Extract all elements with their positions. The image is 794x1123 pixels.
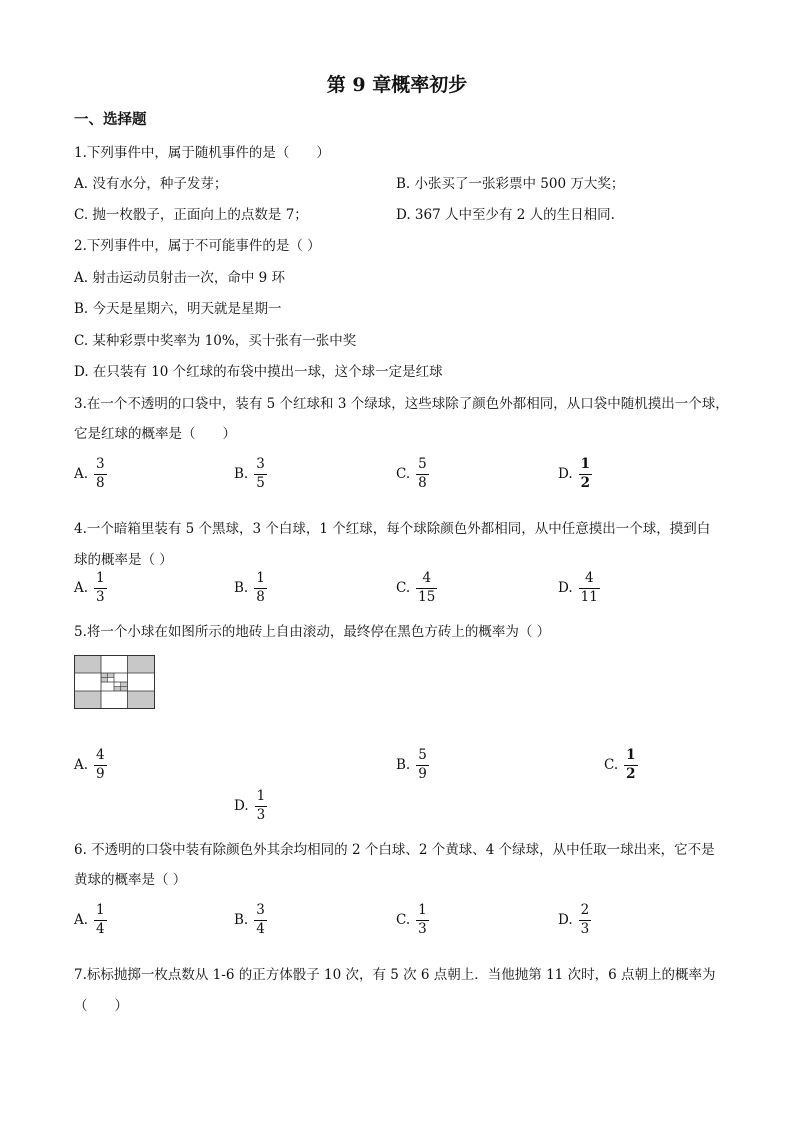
question-6-option-c <box>396 904 429 936</box>
question-5-option-b <box>396 749 429 781</box>
numerator: 4 <box>96 747 105 763</box>
question-6-option-a <box>74 904 107 936</box>
question-5-option-c <box>604 749 638 781</box>
question-1-option-d: D. 367 人中至少有 2 人的生日相同. <box>396 207 615 223</box>
question-5-option-d <box>234 790 267 822</box>
denominator: 8 <box>96 474 105 491</box>
question-4-option-a <box>74 572 107 604</box>
question-2-option-b: B. 今天是星期六，明天就是星期一 <box>74 301 282 317</box>
option-label: B. <box>234 580 249 596</box>
question-2-stem: 2.下列事件中，属于不可能事件的是（ ） <box>74 238 321 254</box>
denominator: 9 <box>418 765 427 782</box>
section-heading: 一、选择题 <box>74 111 147 128</box>
question-1-option-b: B. 小张买了一张彩票中 500 万大奖； <box>396 176 625 192</box>
fraction <box>416 904 429 936</box>
floor-tile-figure <box>74 655 155 709</box>
question-3-stem-line-1: 3.在一个不透明的口袋中，装有 5 个红球和 3 个绿球，这些球除了颜色外都相同，从口袋中随机摸出一个球， <box>74 396 729 412</box>
denominator: 3 <box>256 806 266 823</box>
denominator: 8 <box>418 474 427 491</box>
numerator: 1 <box>96 902 105 918</box>
denominator: 8 <box>256 588 265 605</box>
fraction <box>254 572 267 604</box>
option-label: C. <box>396 580 411 596</box>
dark-tile <box>75 656 102 674</box>
option-label: D. <box>558 580 573 596</box>
question-7-stem-line-2: （ ） <box>74 998 128 1014</box>
question-4-stem-line-2: 球的概率是（ ） <box>74 552 173 568</box>
question-6-stem-line-2: 黄球的概率是（ ） <box>74 872 187 888</box>
numerator: 2 <box>580 902 590 918</box>
fraction <box>255 790 268 822</box>
option-label: D. <box>558 912 573 928</box>
question-4-option-c <box>396 572 437 604</box>
option-label: A. <box>74 466 89 482</box>
denominator: 15 <box>418 588 436 605</box>
question-3-option-a <box>74 458 107 490</box>
fraction <box>94 904 107 936</box>
fraction <box>94 572 107 604</box>
option-label: D. <box>558 466 573 482</box>
fraction <box>579 458 592 490</box>
denominator: 4 <box>256 920 265 937</box>
question-1-stem: 1.下列事件中，属于随机事件的是（ ） <box>74 145 330 161</box>
fraction <box>416 572 437 604</box>
denominator: 9 <box>96 765 105 782</box>
denominator: 4 <box>96 920 105 937</box>
option-label: C. <box>396 912 411 928</box>
numerator: 1 <box>580 456 591 472</box>
question-6-stem-line-1: 6. 不透明的口袋中装有除颜色外其余均相同的 2 个白球、2 个黄球、4 个绿球，从中任取一球出来，它不是 <box>74 842 715 858</box>
denominator: 2 <box>626 765 636 782</box>
denominator: 5 <box>256 474 265 491</box>
question-3-stem-line-2: 它是红球的概率是（ ） <box>74 426 236 442</box>
question-4-option-b <box>234 572 267 604</box>
question-3-option-d <box>558 458 592 490</box>
question-4-option-d <box>558 572 600 604</box>
numerator: 3 <box>256 456 265 472</box>
fraction <box>579 572 600 604</box>
fraction <box>254 458 267 490</box>
question-5-stem: 5.将一个小球在如图所示的地砖上自由滚动，最终停在黑色方砖上的概率为（ ） <box>74 624 551 640</box>
question-2-option-a: A. 射击运动员射击一次，命中 9 环 <box>74 270 286 286</box>
light-tile-tiny <box>114 682 121 687</box>
numerator: 5 <box>418 747 427 763</box>
fraction <box>416 749 429 781</box>
dark-tile <box>128 691 155 709</box>
question-5-option-a <box>74 749 107 781</box>
page-title: 第 9 章概率初步 <box>326 74 468 96</box>
numerator: 3 <box>96 456 105 472</box>
option-label: C. <box>604 757 619 773</box>
question-2-option-c: C. 某种彩票中奖率为 10%，买十张有一张中奖 <box>74 333 357 349</box>
question-6-option-b <box>234 904 267 936</box>
numerator: 1 <box>256 570 265 586</box>
question-2-option-d: D. 在只装有 10 个红球的布袋中摸出一球，这个球一定是红球 <box>74 364 443 380</box>
option-label: B. <box>396 757 411 773</box>
denominator: 3 <box>418 920 427 937</box>
option-label: B. <box>234 912 249 928</box>
option-label: A. <box>74 580 89 596</box>
denominator: 3 <box>580 920 590 937</box>
option-label: A. <box>74 912 89 928</box>
question-6-option-d <box>558 904 591 936</box>
question-1-option-a: A. 没有水分，种子发芽； <box>74 176 228 192</box>
question-4-stem-line-1: 4.一个暗箱里装有 5 个黑球，3 个白球，1 个红球，每个球除颜色外都相同，从中任意摸出一个球，摸到白 <box>74 521 711 537</box>
option-label: C. <box>396 466 411 482</box>
dark-tile <box>128 656 155 674</box>
option-label: B. <box>234 466 249 482</box>
numerator: 5 <box>418 456 427 472</box>
numerator: 1 <box>256 788 266 804</box>
fraction <box>416 458 429 490</box>
fraction <box>94 458 107 490</box>
question-7-stem-line-1: 7.标标抛掷一枚点数从 1-6 的正方体骰子 10 次，有 5 次 6 点朝上．当他抛第 11 次时，6 点朝上的概率为 <box>74 967 716 983</box>
denominator: 2 <box>580 474 591 491</box>
question-1-option-c: C. 抛一枚骰子，正面向上的点数是 7； <box>74 207 308 223</box>
denominator: 11 <box>580 588 598 605</box>
fraction <box>624 749 637 781</box>
fraction <box>579 904 592 936</box>
question-3-option-b <box>234 458 267 490</box>
question-3-option-c <box>396 458 429 490</box>
fraction <box>94 749 107 781</box>
option-label: D. <box>234 798 249 814</box>
dark-tile <box>75 691 102 709</box>
numerator: 3 <box>256 902 265 918</box>
option-label: A. <box>74 757 89 773</box>
light-tile-tiny <box>108 678 115 683</box>
numerator: 1 <box>96 570 105 586</box>
fraction <box>254 904 267 936</box>
numerator: 1 <box>418 902 427 918</box>
denominator: 3 <box>96 588 105 605</box>
numerator: 4 <box>422 570 432 586</box>
numerator: 4 <box>584 570 594 586</box>
numerator: 1 <box>626 747 636 763</box>
